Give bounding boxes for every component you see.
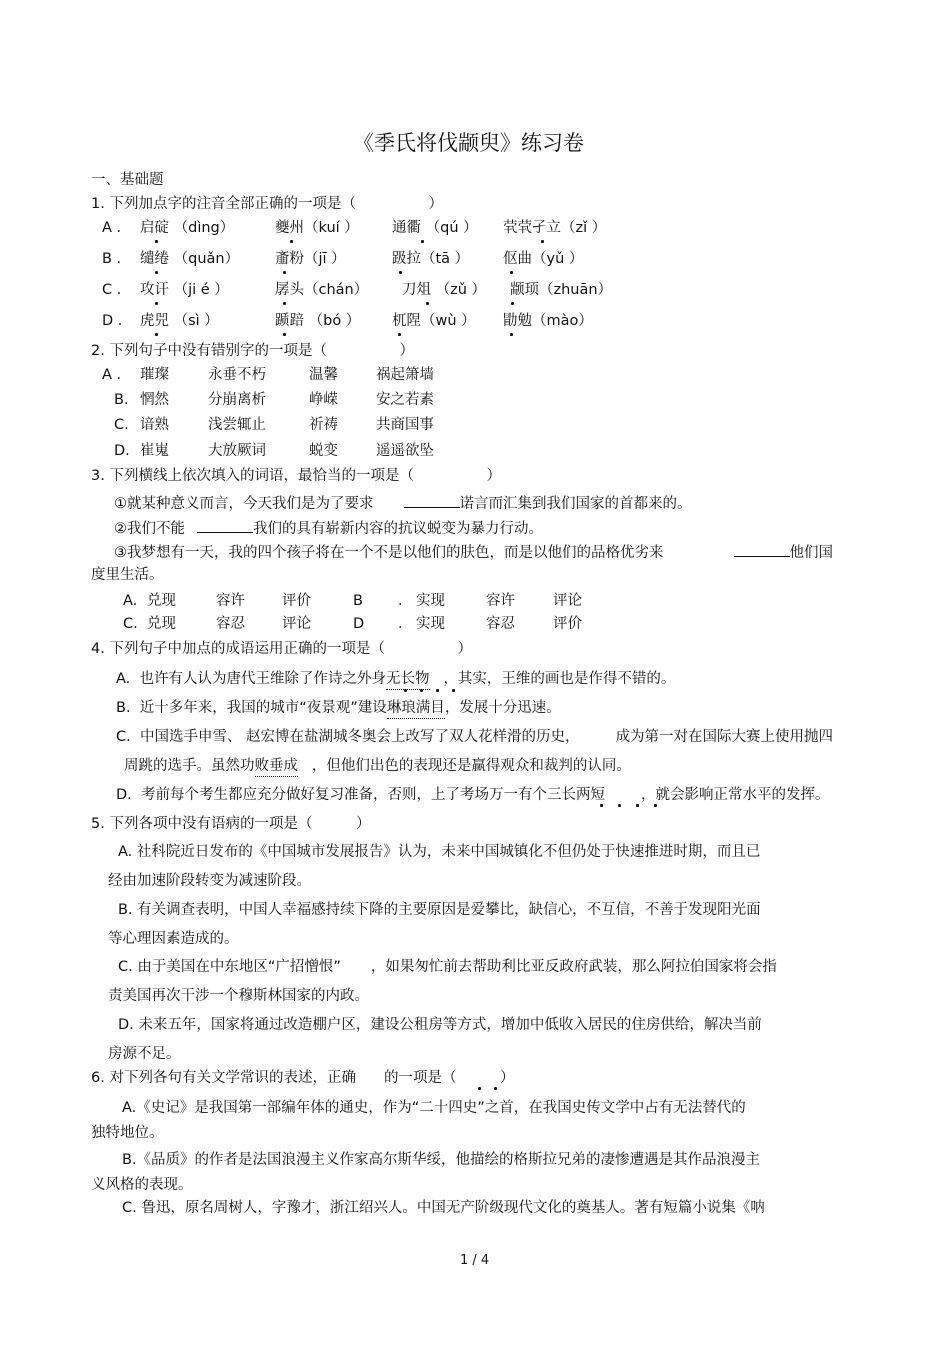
option-label: D ． [102, 313, 133, 329]
option-word: 惘然 [140, 392, 169, 408]
question-4-option-c-cont: 周跳的选手。虽然功败垂成 ，但他们出色的表现还是赢得观众和裁判的认同。 [124, 758, 631, 774]
option-word: 容许 [216, 593, 245, 609]
option-word: 杌陧（wù ） [392, 313, 476, 329]
option-word: 分崩离析 [208, 392, 266, 408]
question-4-option-b: B. 近十多年来，我国的城市“夜景观”建设琳琅满目，发展十分迅速。 [116, 700, 561, 716]
option-label: C ． [102, 282, 132, 298]
option-word: 兑现 [147, 616, 176, 632]
option-word: 崔嵬 [140, 443, 169, 459]
question-5-option-d-cont: 房源不足。 [108, 1046, 181, 1062]
option-word: 缱绻 （quǎn） [140, 251, 240, 267]
question-6-option-b-cont: 义风格的表现。 [91, 1177, 193, 1193]
question-2-stem: 2. 下列句子中没有错别字的一项是（ ） [91, 343, 414, 359]
question-5-stem: 5. 下列各项中没有语病的一项是（ ） [91, 816, 371, 832]
option-word: 孱头（chán） [275, 282, 369, 298]
option-label: D [353, 616, 365, 632]
option-word: 容忍 [486, 616, 515, 632]
option-word: 启碇 （dìng） [140, 220, 235, 236]
question-6-option-a-cont: 独特地位。 [91, 1125, 164, 1141]
option-label: A. [123, 593, 138, 609]
option-word: 通衢 （qú ） [392, 220, 478, 236]
dotted-idiom: 无长物 [386, 671, 430, 687]
option-label: B ． [102, 251, 132, 267]
page-number: 1 / 4 [460, 1253, 490, 1268]
question-6-option-b: B.《品质》的作者是法国浪漫主义作家高尔斯华绥，他描绘的格斯拉兄弟的凄惨遭遇是其作品浪漫主 [122, 1152, 761, 1168]
option-word: 虎兕 （sì ） [140, 313, 219, 329]
question-4-option-d: D. 考前每个考生都应充分做好复习准备，否则，上了考场万一有个三长两短 ，就会影响正常水平的发挥。 [116, 787, 830, 803]
option-word: 勖勉（mào） [503, 313, 593, 329]
question-3-stem: 3. 下列横线上依次填入的词语，最恰当的一项是（ ） [91, 468, 501, 484]
option-label: D. [114, 443, 130, 459]
option-word: 攻讦 （ji é ） [140, 282, 229, 298]
option-label: B [353, 593, 363, 609]
option-sep: ． [398, 616, 413, 632]
option-word: 兑现 [147, 593, 176, 609]
question-4-option-c: C. 中国选手申雪、 赵宏博在盐湖城冬奥会上改写了双人花样滑的历史， 成为第一对在国际大赛上使用抛四 [116, 729, 834, 745]
option-word: 趿拉（tā ） [392, 251, 470, 267]
fill-blank [734, 541, 790, 557]
question-6-option-c: C. 鲁迅，原名周树人，字豫才，浙江绍兴人。中国无产阶级现代文化的奠基人。著有短篇小说集《呐 [122, 1200, 765, 1216]
question-5-option-d: D. 未来五年，国家将通过改造棚户区，建设公租房等方式，增加中低收入居民的住房供给，解决当前 [118, 1017, 762, 1033]
option-word: 颛顼（zhuān） [510, 282, 613, 298]
dotted-idiom: 琳琅满目 [386, 700, 445, 716]
option-word: 祈祷 [309, 417, 338, 433]
question-3-sentence-3: ③我梦想有一天，我的四个孩子将在一个不是以他们的肤色，而是以他们的品格优劣来 他们国 [114, 541, 833, 562]
question-4-option-a: A. 也许有人认为唐代王维除了作诗之外身无长物 ，其实，王维的画也是作得不错的。 [116, 671, 676, 687]
option-sep: ． [398, 593, 413, 609]
option-label: A ． [102, 220, 132, 236]
question-6-option-a: A.《史记》是我国第一部编年体的通史，作为“二十四史”之首，在我国史传文学中占有无法替代的 [122, 1100, 746, 1116]
question-5-option-b-cont: 等心理因素造成的。 [108, 931, 239, 947]
option-word: 伛曲（yǔ ） [503, 251, 584, 267]
fill-blank [404, 492, 460, 508]
page-title: 《季氏将伐颛臾》练习卷 [353, 131, 584, 155]
fill-blank [197, 517, 253, 533]
option-label: B. [114, 392, 129, 408]
dotted-idiom: 败垂成 [254, 758, 298, 774]
question-3-sentence-3-cont: 度里生活。 [91, 567, 164, 583]
option-word: 谙熟 [140, 417, 169, 433]
option-word: 永垂不朽 [208, 367, 266, 383]
option-word: 大放厥词 [208, 443, 266, 459]
option-word: 刀俎 （zǔ ） [402, 282, 487, 298]
option-word: 蜕变 [309, 443, 338, 459]
option-word: 遥遥欲坠 [376, 443, 434, 459]
option-word: 评论 [553, 593, 582, 609]
option-word: 评论 [282, 616, 311, 632]
option-word: 实现 [416, 593, 445, 609]
option-word: 茕茕孑立（zǐ ） [503, 220, 607, 236]
option-word: 评价 [553, 616, 582, 632]
question-3-sentence-1: ①就某种意义而言，今天我们是为了要求 诺言而汇集到我们国家的首都来的。 [114, 492, 692, 513]
question-5-option-a-cont: 经由加速阶段转变为减速阶段。 [108, 873, 311, 889]
section-heading: 一、基础题 [91, 172, 164, 188]
question-5-option-c: C. 由于美国在中东地区“广招憎恨” ，如果匆忙前去帮助利比亚反政府武装，那么阿拉伯国家将会指 [118, 959, 777, 975]
option-word: 祸起箫墙 [376, 367, 434, 383]
option-word: 容许 [486, 593, 515, 609]
option-word: 实现 [416, 616, 445, 632]
question-5-option-a: A. 社科院近日发布的《中国城市发展报告》认为，未来中国城镇化不但仍处于快速推进时期，而且已 [118, 844, 761, 860]
option-word: 峥嵘 [309, 392, 338, 408]
option-word: 踬踣 （bó ） [275, 313, 361, 329]
question-5-option-c-cont: 责美国再次干涉一个穆斯林国家的内政。 [108, 988, 369, 1004]
option-word: 夔州（kuí ） [275, 220, 359, 236]
option-word: 温馨 [309, 367, 338, 383]
question-3-sentence-2: ②我们不能 我们的具有崭新内容的抗议蜕变为暴力行动。 [114, 517, 543, 538]
option-word: 容忍 [216, 616, 245, 632]
option-word: 浅尝辄止 [208, 417, 266, 433]
option-label: C. [123, 616, 138, 632]
option-label: C. [114, 417, 129, 433]
option-word: 共商国事 [376, 417, 434, 433]
option-word: 评价 [282, 593, 311, 609]
question-1-stem: 1. 下列加点字的注音全部正确的一项是（ ） [91, 196, 443, 212]
option-label: A ． [102, 367, 132, 383]
option-word: 璀璨 [140, 367, 169, 383]
question-4-stem: 4. 下列句子中加点的成语运用正确的一项是（ ） [91, 641, 472, 657]
option-word: 齑粉（jī ） [275, 251, 346, 267]
option-word: 安之若素 [376, 392, 434, 408]
question-6-stem: 6. 对下列各句有关文学常识的表述，正确 的一项是（ ） [91, 1070, 515, 1086]
question-5-option-b: B. 有关调查表明，中国人幸福感持续下降的主要原因是爱攀比，缺信心，不互信，不善于发现阳光面 [118, 902, 761, 918]
